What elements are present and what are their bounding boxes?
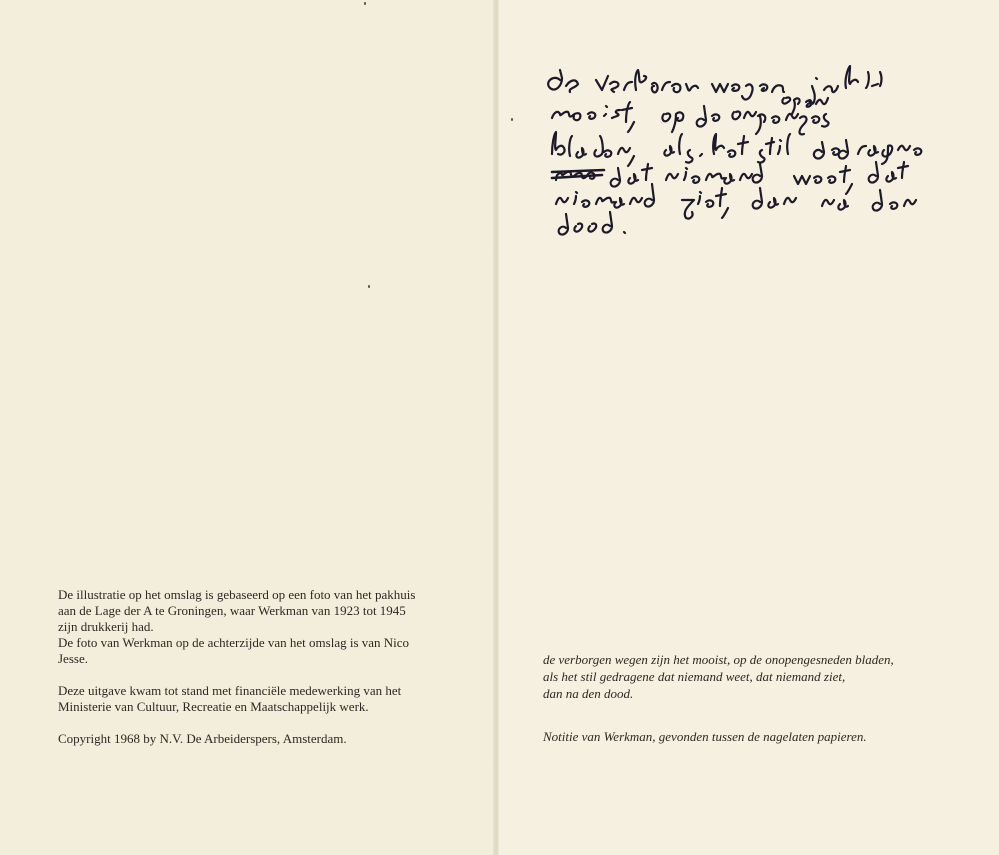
copyright-notice: Copyright 1968 by N.V. De Arbeiderspers, Amsterdam.	[58, 731, 347, 746]
colophon	[58, 587, 458, 747]
colophon-line: De foto van Werkman op de achterzijde van het omslag is van Nico	[58, 635, 410, 650]
colophon-line: aan de Lage der A te Groningen, waar Werkman van 1923 tot 1945	[58, 603, 406, 618]
poem-line: dan na den dood.	[543, 686, 634, 701]
colophon-line: Jesse.	[58, 651, 88, 666]
handwritten-note	[0, 0, 999, 260]
poem-line: als het stil gedragene dat niemand weet, dat niemand ziet,	[543, 669, 846, 684]
poem-transcription	[543, 651, 963, 702]
colophon-line: De illustratie op het omslag is gebaseerd op een foto van het pakhuis	[58, 587, 416, 602]
paper-speck	[511, 118, 513, 121]
colophon-line: Deze uitgave kwam tot stand met financiële medewerking van het	[58, 683, 402, 698]
attribution-note: Notitie van Werkman, gevonden tussen de nagelaten papieren.	[543, 729, 867, 744]
colophon-line: zijn drukkerij had.	[58, 619, 154, 634]
paper-speck	[364, 2, 366, 5]
paper-speck	[368, 285, 370, 288]
colophon-line: Ministerie van Cultuur, Recreatie en Maatschappelijk werk.	[58, 699, 369, 714]
poem-line: de verborgen wegen zijn het mooist, op de onopengesneden bladen,	[543, 652, 894, 667]
